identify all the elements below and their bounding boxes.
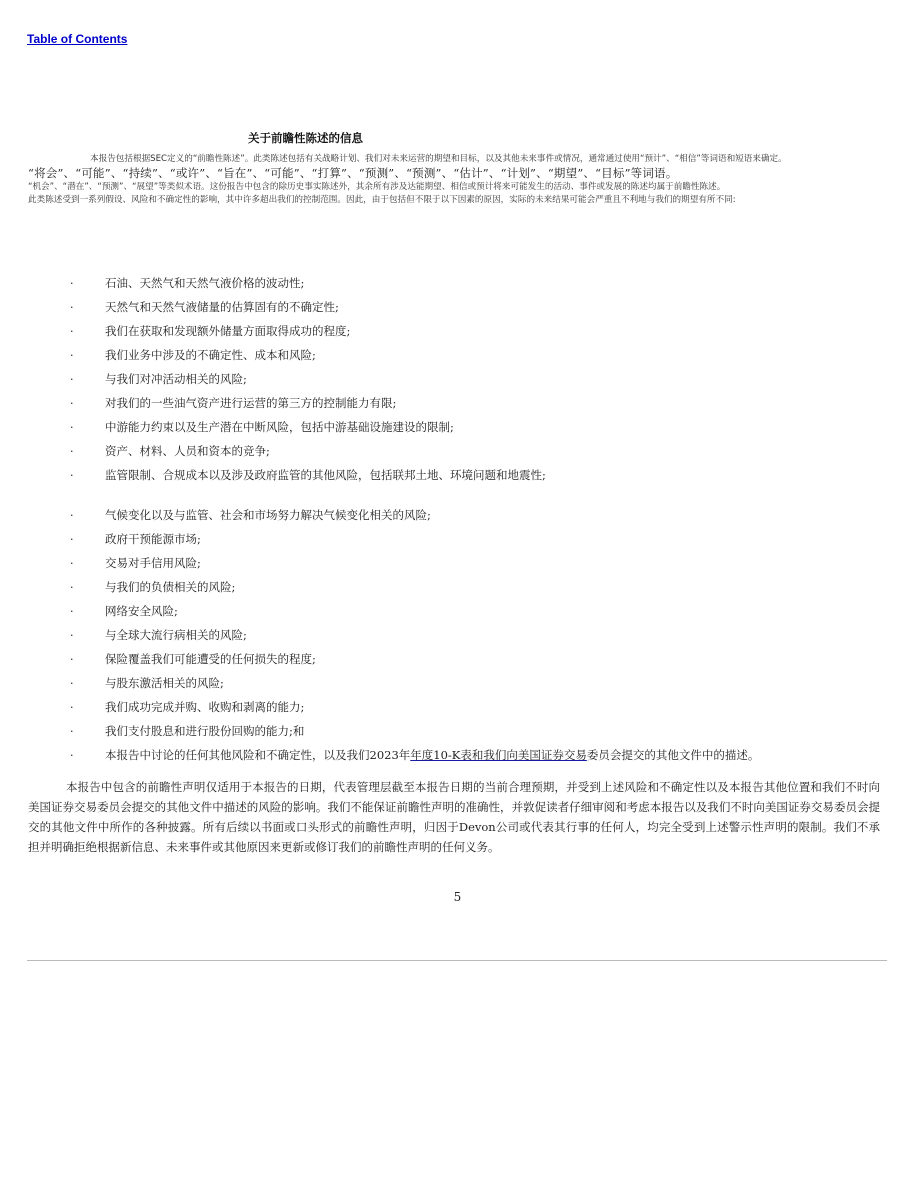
form-10k-link[interactable]: 年度10-K表和我们向美国证券交易 <box>410 748 587 762</box>
list-item: · 我们在获取和发现额外储量方面取得成功的程度; <box>70 324 351 338</box>
list-item: · 监管限制、合规成本以及涉及政府监管的其他风险，包括联邦土地、环境问题和地震性; <box>70 468 546 482</box>
list-item: · 我们业务中涉及的不确定性、成本和风险; <box>70 348 316 362</box>
intro-line-3: “机会”、“潜在”、“预测”、“展望”等类似术语。这份报告中包含的除历史事实陈述外，其余所有涉及达能期望、相信或预计将来可能发生的活动、事件或发展的陈述均属于前瞻性陈述。 <box>28 182 726 192</box>
list-item: · 与我们对冲活动相关的风险; <box>70 372 247 386</box>
list-item: · 石油、天然气和天然气液价格的波动性; <box>70 276 305 290</box>
table-of-contents-link[interactable]: Table of Contents <box>27 32 128 46</box>
list-item: · 我们成功完成并购、收购和剥离的能力; <box>70 700 305 714</box>
intro-line-4: 此类陈述受到一系列假设、风险和不确定性的影响，其中许多超出我们的控制范围。因此，由于包括但不限于以下因素的原因，实际的未来结果可能会严重且不利地与我们的期望有所不同: <box>28 195 736 205</box>
list-item: · 网络安全风险; <box>70 604 178 618</box>
list-item: · 与我们的负债相关的风险; <box>70 580 236 594</box>
list-item: · 中游能力约束以及生产潜在中断风险，包括中游基础设施建设的限制; <box>70 420 454 434</box>
list-item: · 气候变化以及与监管、社会和市场努力解决气候变化相关的风险; <box>70 508 431 522</box>
list-item: · 与全球大流行病相关的风险; <box>70 628 247 642</box>
list-item: · 我们支付股息和进行股份回购的能力;和 <box>70 724 305 738</box>
list-item: · 资产、材料、人员和资本的竞争; <box>70 444 270 458</box>
page-number: 5 <box>453 890 462 904</box>
intro-line-2: “将会”、“可能”、“持续”、“或许”、“旨在”、“可能”、“打算”、“预测”、“预测”、“估计”、“计划”、“期望”、“目标”等词语。 <box>28 166 678 180</box>
closing-paragraph: 本报告中包含的前瞻性声明仅适用于本报告的日期，代表管理层截至本报告日期的当前合理预期，并受到上述风险和不确定性以及本报告其他位置和我们不时向美国证券交易委员会提交的其他文件中描述的风险的影响。我们不能保证前瞻性声明的准确性，并敦促读者仔细审阅和考虑本报告以及我们不时向美国证券交易委员会提交的其他文件中所作的各种披露。所有后续以书面或口头形式的前瞻性声明，归因于Devon公司或代表其行事的任何人，均完全受到上述警示性声明的限制。我们不承担并明确拒绝根据新信息、未来事件或其他原因来更新或修订我们的前瞻性声明的任何义务。 <box>28 780 880 854</box>
list-item: · 天然气和天然气液储量的估算固有的不确定性; <box>70 300 339 314</box>
list-item: · 对我们的一些油气资产进行运营的第三方的控制能力有限; <box>70 396 397 410</box>
list-item: · 本报告中讨论的任何其他风险和不确定性，以及我们2023年年度10-K表和我们向美国证券交易委员会提交的其他文件中的描述。 <box>70 748 760 762</box>
page-divider <box>27 960 887 961</box>
list-item: · 交易对手信用风险; <box>70 556 201 570</box>
list-item: · 政府干预能源市场; <box>70 532 201 546</box>
intro-line-1: 本报告包括根据SEC定义的“前瞻性陈述”。此类陈述包括有关战略计划、我们对未来运营的期望和目标，以及其他未来事件或情况，通常通过使用“预计”、“相信”等词语和短语来确定。 <box>90 154 787 164</box>
list-item: · 保险覆盖我们可能遭受的任何损失的程度; <box>70 652 316 666</box>
section-title: 关于前瞻性陈述的信息 <box>248 131 363 145</box>
list-item: · 与股东激活相关的风险; <box>70 676 224 690</box>
